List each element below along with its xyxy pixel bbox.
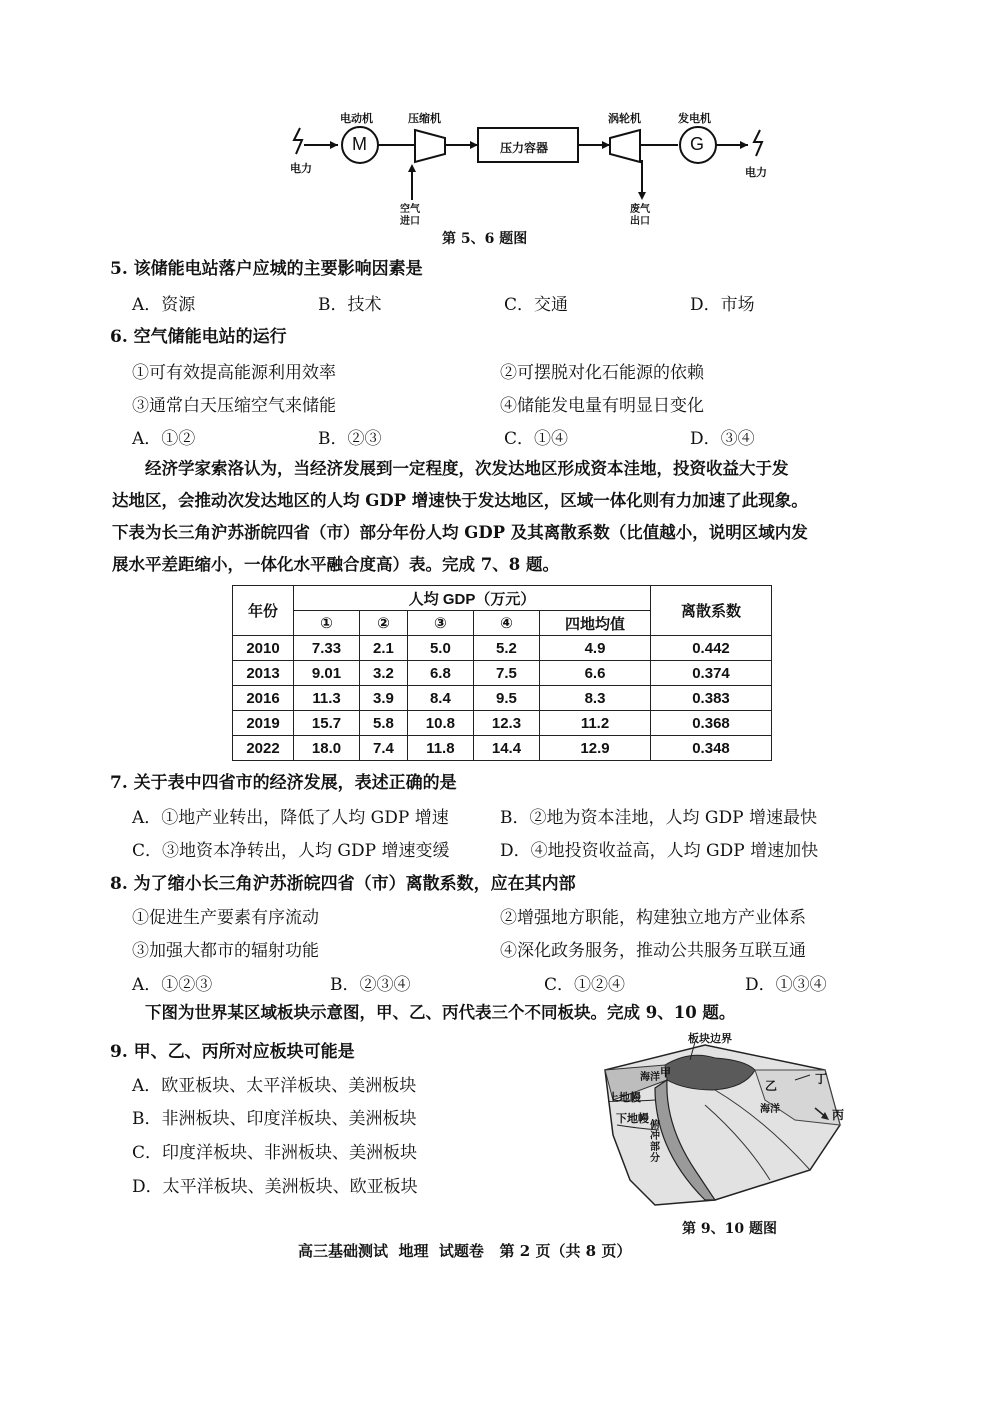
table-cell: 0.374 — [651, 661, 772, 686]
table-cell: 6.6 — [540, 661, 651, 686]
q5-stem: 5. 该储能电站落户应城的主要影响因素是 — [110, 259, 423, 279]
compressor-icon — [415, 130, 445, 162]
exhaust-label: 废气出口 — [630, 204, 650, 227]
passage1-line1: 经济学家索洛认为，当经济发展到一定程度，次发达地区形成资本洼地，投资收益大于发 — [145, 459, 789, 478]
table-cell: 2010 — [233, 636, 294, 661]
label-jia: 甲 — [660, 1066, 671, 1079]
q8-item-4: ④深化政务服务，推动公共服务互联互通 — [500, 941, 806, 961]
lightning-out-icon — [754, 130, 762, 156]
q5-option-c[interactable]: C．交通 — [504, 295, 569, 315]
page-footer: 高三基础测试 地理 试题卷 第 2 页（共 8 页） — [298, 1242, 632, 1260]
lightning-in-icon — [294, 128, 302, 154]
table-cell: 0.383 — [651, 686, 772, 711]
table-cell: 11.8 — [407, 736, 473, 761]
q9-option-d[interactable]: D．太平洋板块、美洲板块、欧亚板块 — [132, 1177, 418, 1197]
label-yi: 乙 — [765, 1079, 778, 1093]
sub-header-avg: 四地均值 — [540, 611, 651, 636]
table-cell: 2013 — [233, 661, 294, 686]
q9-stem: 9. 甲、乙、丙所对应板块可能是 — [110, 1042, 355, 1062]
label-upper-mantle: 上地幔 — [608, 1091, 641, 1104]
q6-item-2: ②可摆脱对化石能源的依赖 — [500, 363, 704, 383]
table-row — [233, 711, 772, 736]
table-cell: 9.01 — [294, 661, 360, 686]
q6-option-c[interactable]: C．①④ — [504, 429, 569, 449]
table-cell: 3.9 — [360, 686, 408, 711]
q6-option-b[interactable]: B．②③ — [318, 429, 382, 449]
power-out-label: 电力 — [745, 166, 767, 179]
q6-item-4: ④储能发电量有明显日变化 — [500, 396, 704, 416]
passage1-line2: 达地区，会推动次发达地区的人均 GDP 增速快于发达地区，区域一体化则有力加速了此现象。 — [112, 491, 808, 510]
passage1-line3: 下表为长三角沪苏浙皖四省（市）部分年份人均 GDP 及其离散系数（比值越小，说明区域内发 — [112, 523, 808, 542]
table-cell: 18.0 — [294, 736, 360, 761]
q7-option-a[interactable]: A．①地产业转出，降低了人均 GDP 增速 — [132, 808, 449, 828]
label-ocean2: 海洋 — [760, 1104, 780, 1115]
table-row — [233, 736, 772, 761]
label-bing: 丙 — [832, 1108, 845, 1122]
table-row — [233, 636, 772, 661]
table-cell: 0.442 — [651, 636, 772, 661]
table-cell: 12.3 — [473, 711, 539, 736]
gdp-header: 人均 GDP（万元） — [294, 586, 651, 611]
table-cell: 0.368 — [651, 711, 772, 736]
compressor-label: 压缩机 — [408, 112, 441, 125]
q6-item-1: ①可有效提高能源利用效率 — [132, 363, 336, 383]
label-subduction: 俯冲部分 — [650, 1120, 660, 1164]
table-cell: 2019 — [233, 711, 294, 736]
q8-option-c[interactable]: C．①②④ — [544, 975, 626, 995]
sub-header-1: ① — [294, 611, 360, 636]
q6-stem: 6. 空气储能电站的运行 — [110, 327, 287, 347]
q7-option-d[interactable]: D．④地投资收益高，人均 GDP 增速加快 — [500, 841, 819, 861]
motor-label: 电动机 — [340, 112, 373, 125]
passage1-line4: 展水平差距缩小，一体化水平融合度高）表。完成 7、8 题。 — [112, 555, 559, 574]
sub-header-3: ③ — [407, 611, 473, 636]
table-cell: 9.5 — [473, 686, 539, 711]
q5-option-a[interactable]: A．资源 — [132, 295, 196, 315]
q7-option-c[interactable]: C．③地资本净转出，人均 GDP 增速变缓 — [132, 841, 450, 861]
q9-option-b[interactable]: B．非洲板块、印度洋板块、美洲板块 — [132, 1109, 417, 1129]
generator-label: 发电机 — [678, 112, 711, 125]
q8-stem: 8. 为了缩小长三角沪苏浙皖四省（市）离散系数，应在其内部 — [110, 874, 576, 894]
table-cell: 11.2 — [540, 711, 651, 736]
table-cell: 5.2 — [473, 636, 539, 661]
table-cell: 0.348 — [651, 736, 772, 761]
turbine-icon — [610, 130, 640, 162]
label-ocean1: 海洋 — [640, 1072, 660, 1083]
sub-header-2: ② — [360, 611, 408, 636]
table-cell: 15.7 — [294, 711, 360, 736]
table-cell: 7.4 — [360, 736, 408, 761]
q7-stem: 7. 关于表中四省市的经济发展，表述正确的是 — [110, 773, 457, 793]
diagram2-caption: 第 9、10 题图 — [682, 1221, 777, 1237]
passage2: 下图为世界某区域板块示意图，甲、乙、丙代表三个不同板块。完成 9、10 题。 — [145, 1003, 736, 1022]
q8-option-d[interactable]: D．①③④ — [745, 975, 827, 995]
table-cell: 6.8 — [407, 661, 473, 686]
table-cell: 7.33 — [294, 636, 360, 661]
sub-header-4: ④ — [473, 611, 539, 636]
diagram1-caption: 第 5、6 题图 — [442, 231, 528, 247]
table-cell: 8.3 — [540, 686, 651, 711]
q8-item-3: ③加强大都市的辐射功能 — [132, 941, 319, 961]
generator-symbol: G — [690, 134, 705, 154]
gdp-table — [232, 585, 772, 761]
table-cell: 12.9 — [540, 736, 651, 761]
air-inlet-label: 空气进口 — [400, 204, 420, 227]
q8-option-a[interactable]: A．①②③ — [132, 975, 213, 995]
table-row — [233, 686, 772, 711]
q8-item-1: ①促进生产要素有序流动 — [132, 908, 319, 928]
q6-option-a[interactable]: A．①② — [132, 429, 196, 449]
table-cell: 2.1 — [360, 636, 408, 661]
table-cell: 4.9 — [540, 636, 651, 661]
q7-option-b[interactable]: B．②地为资本洼地，人均 GDP 增速最快 — [500, 808, 817, 828]
table-cell: 2016 — [233, 686, 294, 711]
table-cell: 5.8 — [360, 711, 408, 736]
label-ding: 丁 — [815, 1072, 828, 1086]
power-in-label: 电力 — [290, 162, 312, 175]
table-row — [233, 661, 772, 686]
label-lower-mantle: 下地幔 — [616, 1112, 649, 1125]
q6-option-d[interactable]: D．③④ — [690, 429, 755, 449]
year-header: 年份 — [233, 586, 294, 636]
table-cell: 10.8 — [407, 711, 473, 736]
table-cell: 2022 — [233, 736, 294, 761]
motor-symbol: M — [352, 134, 367, 154]
table-cell: 14.4 — [473, 736, 539, 761]
table-cell: 3.2 — [360, 661, 408, 686]
turbine-label: 涡轮机 — [608, 112, 641, 125]
q5-option-d[interactable]: D．市场 — [690, 295, 755, 315]
q8-item-2: ②增强地方职能，构建独立地方产业体系 — [500, 908, 806, 928]
q6-item-3: ③通常白天压缩空气来储能 — [132, 396, 336, 416]
dispersion-header: 离散系数 — [651, 586, 772, 636]
q9-option-c[interactable]: C．印度洋板块、非洲板块、美洲板块 — [132, 1143, 418, 1163]
table-cell: 5.0 — [407, 636, 473, 661]
container-label: 压力容器 — [500, 141, 549, 155]
q8-option-b[interactable]: B．②③④ — [330, 975, 411, 995]
table-cell: 8.4 — [407, 686, 473, 711]
table-cell: 7.5 — [473, 661, 539, 686]
label-boundary: 板块边界 — [688, 1032, 732, 1045]
q9-option-a[interactable]: A．欧亚板块、太平洋板块、美洲板块 — [132, 1076, 417, 1096]
table-cell: 11.3 — [294, 686, 360, 711]
q5-option-b[interactable]: B．技术 — [318, 295, 382, 315]
